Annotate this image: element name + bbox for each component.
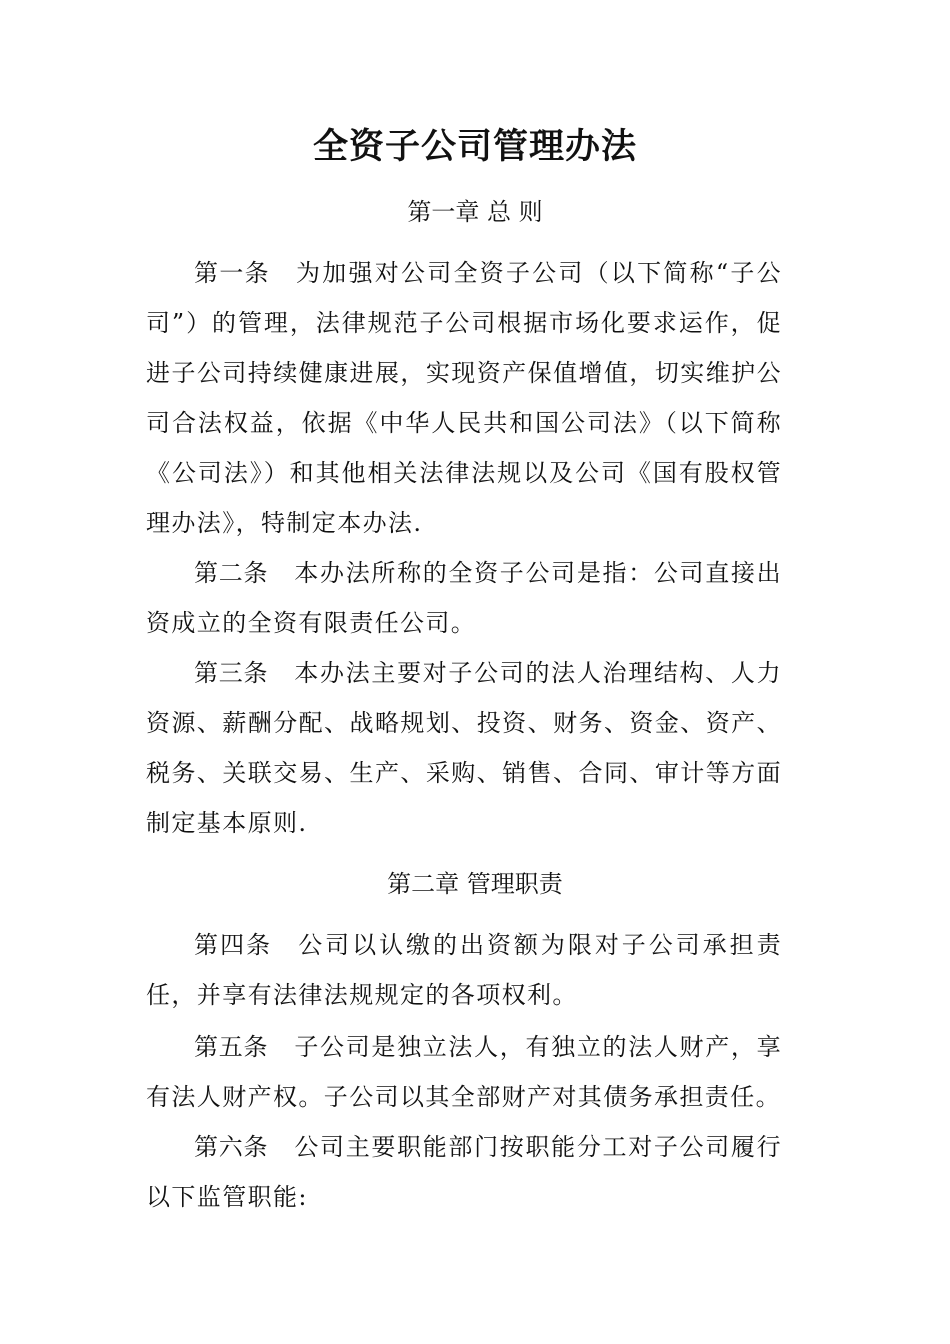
article-1 — [146, 248, 782, 548]
chapter-heading-text: 第一章 总 则 — [407, 198, 543, 226]
article-text: 公司主要职能部门按职能分工对子公司履行以下监管职能: — [146, 1133, 782, 1211]
article-5 — [146, 1022, 782, 1122]
article-6 — [146, 1122, 782, 1222]
article-text: 为加强对公司全资子公司（以下简称“子公司”）的管理，法律规范子公司根据市场化要求运作，促进子公司持续健康进展，实现资产保值增值，切实维护公司合法权益，依据《中华人民共和国公司法》（以下简称《公司法》）和其他相关法律法规以及公司《国有股权管理办法》，特制定本办法. — [146, 259, 783, 537]
article-4 — [146, 920, 782, 1020]
article-label: 第二条 — [194, 559, 269, 587]
chapter-heading-2 — [0, 866, 950, 902]
chapter-heading-1 — [0, 194, 950, 230]
document-title: 全资子公司管理办法 — [312, 126, 637, 167]
article-label: 第一条 — [194, 259, 271, 287]
article-text: 本办法主要对子公司的法人治理结构、人力资源、薪酬分配、战略规划、投资、财务、资金、资产、税务、关联交易、生产、采购、销售、合同、审计等方面制定基本原则. — [146, 659, 782, 837]
article-text: 公司以认缴的出资额为限对子公司承担责任，并享有法律法规规定的各项权利。 — [146, 931, 783, 1009]
article-3 — [146, 648, 782, 848]
article-label: 第五条 — [194, 1033, 269, 1061]
chapter-heading-text: 第二章 管理职责 — [387, 870, 563, 898]
article-label: 第三条 — [194, 659, 269, 687]
article-text: 子公司是独立法人，有独立的法人财产，享有法人财产权。子公司以其全部财产对其债务承担责任。 — [146, 1033, 782, 1111]
article-2 — [146, 548, 782, 648]
article-label: 第六条 — [194, 1133, 269, 1161]
article-text: 本办法所称的全资子公司是指：公司直接出资成立的全资有限责任公司。 — [146, 559, 782, 637]
article-label: 第四条 — [194, 931, 273, 959]
